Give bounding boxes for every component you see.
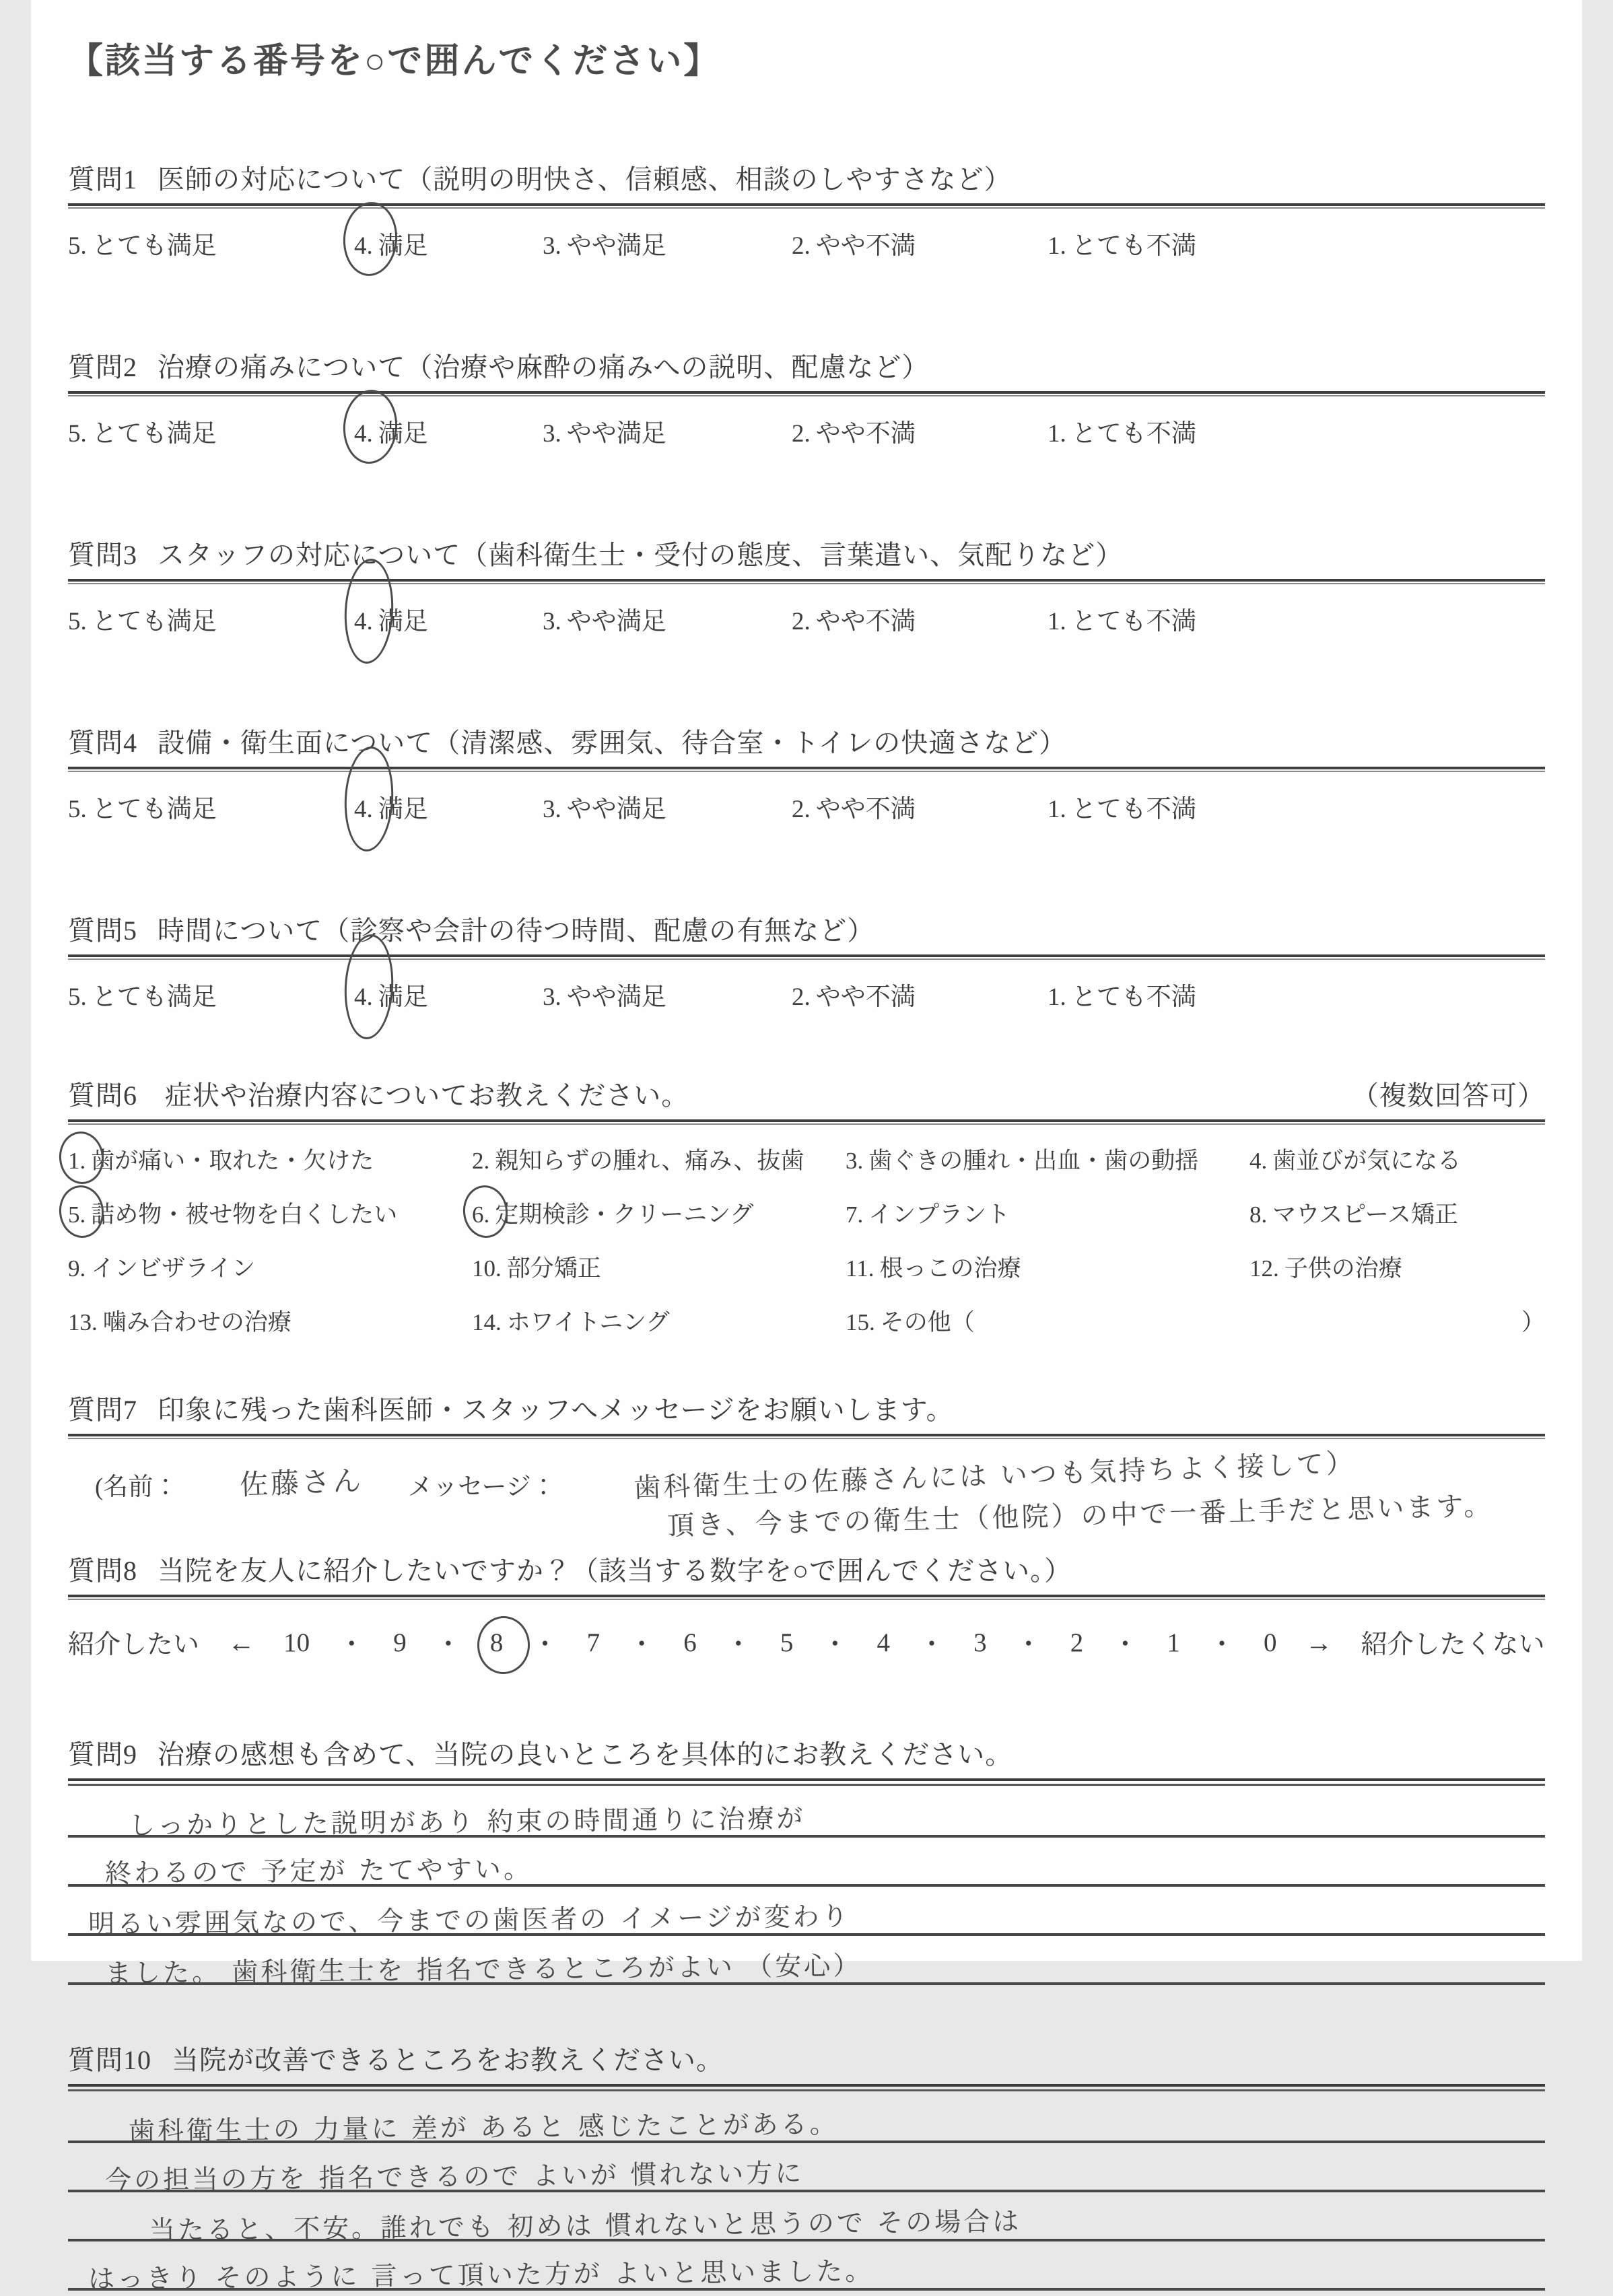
question-4-heading [68,722,1545,760]
question-number: 質問5 [68,915,137,946]
symptom-options-grid [68,1142,1545,1337]
rating-option-1: 1. とても不満 [1048,420,1196,448]
rating-option-5: 5. とても満足 [68,796,217,823]
divider-line [68,1434,1545,1439]
answer-lines-q9 [68,1788,1545,1989]
handwritten-circle-mark [476,1615,530,1675]
question-5-heading [68,909,1545,948]
handwritten-answer: 今の担当の方を 指名できるので よいが 慣れない方に [104,2158,804,2196]
question-8-heading [68,1550,1545,1588]
question-7-block [68,1389,1545,1550]
rating-options-q3 [68,595,1545,660]
nps-1: 1 [1167,1628,1180,1657]
question-heading-left [68,1074,689,1113]
question-10-block [68,2039,1545,2295]
question-text: スタッフの対応について（歯科衛生士・受付の態度、言葉遣い、気配りなど） [158,540,1124,570]
dot-separator: ・ [628,1630,655,1659]
left-arrow-icon: ← [228,1627,255,1658]
rating-option-3: 3. やや満足 [543,232,666,260]
handwritten-answer: 歯科衛生士の 力量に 差が あると 感じたことがある。 [128,2109,839,2147]
message-field-label: メッセージ： [408,1473,556,1501]
divider-line [68,203,1545,209]
rating-option-2: 2. やや不満 [792,232,916,260]
handwritten-name: 佐藤さん [239,1463,364,1502]
dot-separator: ・ [531,1630,558,1659]
question-text: 時間について（診察や会計の待つ時間、配慮の有無など） [158,915,875,946]
rating-options-q1 [68,219,1545,284]
nps-10: 10 [283,1628,310,1657]
symptom-option-5-selected: 5. 詰め物・被せ物を白くしたい [68,1196,472,1230]
dot-separator: ・ [1111,1630,1138,1659]
rating-option-4-selected: 4. 満足 [354,788,543,825]
right-arrow-icon: → [1305,1627,1333,1658]
handwritten-answer: 明るい雰囲気なので、今までの歯医者の イメージが変わり [88,1902,851,1940]
symptom-option-8: 8. マウスピース矯正 [1249,1202,1459,1228]
rating-option-1: 1. とても不満 [1048,232,1196,260]
rating-option-4-selected: 4. 満足 [354,600,543,637]
question-1-block [68,158,1545,284]
question-text: 印象に残った歯科医師・スタッフへメッセージをお願いします。 [158,1395,954,1425]
scale-left-label: 紹介したい [68,1630,200,1659]
answer-line [68,2143,1545,2196]
question-number: 質問6 [68,1080,137,1111]
question-number: 質問2 [68,352,137,382]
symptom-option-6-selected: 6. 定期検診・クリーニング [472,1196,846,1230]
answer-lines-q10 [68,2094,1545,2295]
multi-answer-note: （複数回答可） [1352,1080,1545,1111]
symptom-option-4: 4. 歯並びが気になる [1249,1148,1462,1174]
nps-scale-row [68,1613,1545,1671]
question-9-block [68,1733,1545,1989]
rating-option-5: 5. とても満足 [68,608,217,635]
divider-line [68,1119,1545,1125]
dot-separator: ・ [918,1630,945,1659]
rating-options-q5 [68,971,1545,1035]
divider-line-double [68,1778,1545,1786]
answer-line [68,1936,1545,1989]
symptom-option-14: 14. ホワイトニング [472,1309,670,1335]
dot-separator: ・ [1015,1630,1042,1659]
question-4-block [68,722,1545,847]
rating-options-q2 [68,407,1545,472]
rating-option-5: 5. とても満足 [68,420,217,448]
question-10-heading [68,2039,1545,2077]
rating-option-3: 3. やや満足 [543,983,666,1011]
divider-line [68,1595,1545,1600]
nps-8-selected: 8 [490,1628,504,1658]
name-field-label: (名前： [95,1473,178,1501]
nps-0: 0 [1264,1628,1277,1657]
question-1-heading [68,158,1545,197]
symptom-option-15-other: 15. その他（ [846,1309,975,1335]
question-number: 質問8 [68,1556,137,1586]
rating-option-2: 2. やや不満 [792,983,916,1011]
answer-line [68,2094,1545,2147]
nps-3: 3 [973,1628,987,1657]
answer-line [68,1838,1545,1887]
dot-separator: ・ [435,1630,462,1659]
symptom-option-2: 2. 親知らずの腫れ、痛み、抜歯 [472,1148,804,1174]
rating-option-1: 1. とても不満 [1048,796,1196,823]
rating-option-4-selected: 4. 満足 [354,225,543,261]
rating-option-3: 3. やや満足 [543,608,666,635]
question-text: 治療の感想も含めて、当院の良いところを具体的にお教えください。 [158,1739,1013,1770]
answer-line [68,1788,1545,1842]
symptom-option-1-selected: 1. 歯が痛い・取れた・欠けた [68,1142,472,1176]
question-2-heading [68,346,1545,384]
symptom-option-12: 12. 子供の治療 [1249,1255,1402,1282]
divider-line [68,579,1545,584]
question-3-block [68,534,1545,660]
symptom-option-10: 10. 部分矯正 [472,1255,601,1282]
question-number: 質問7 [68,1395,137,1425]
rating-option-3: 3. やや満足 [543,796,666,823]
other-field-closing-paren: ） [1521,1309,1545,1335]
divider-line [68,391,1545,396]
divider-line [68,767,1545,772]
question-text: 設備・衛生面について（清潔感、雰囲気、待合室・トイレの快適さなど） [158,728,1067,758]
rating-option-2: 2. やや不満 [792,796,916,823]
rating-option-1: 1. とても不満 [1048,983,1196,1011]
nps-6: 6 [683,1628,697,1657]
rating-option-2: 2. やや不満 [792,420,916,448]
question-text: 当院が改善できるところをお教えください。 [172,2045,724,2075]
rating-options-q4 [68,783,1545,847]
question-8-block [68,1550,1545,1671]
question-3-heading [68,534,1545,572]
nps-4: 4 [877,1628,890,1657]
question-number: 質問4 [68,728,137,758]
handwritten-answer: 終わるので 予定が たてやすい。 [104,1854,533,1889]
divider-line-double [68,2084,1545,2091]
answer-line [68,1887,1545,1940]
question-text: 当院を友人に紹介したいですか？（該当する数字を○で囲んでください。） [158,1556,1072,1586]
rating-option-2: 2. やや不満 [792,608,916,635]
question-9-heading [68,1733,1545,1772]
rating-option-5: 5. とても満足 [68,983,217,1011]
question-5-block [68,909,1545,1035]
question-text: 医師の対応について（説明の明快さ、信頼感、相談のしやすさなど） [158,164,1012,195]
symptom-option-9: 9. インビザライン [68,1255,256,1282]
symptom-option-11: 11. 根っこの治療 [846,1255,1021,1282]
rating-option-5: 5. とても満足 [68,232,217,260]
dot-separator: ・ [338,1630,365,1659]
nps-5: 5 [780,1628,794,1657]
rating-option-4-selected: 4. 満足 [354,976,543,1012]
dot-separator: ・ [1208,1630,1235,1659]
question-7-heading [68,1389,1545,1427]
scale-right-label: 紹介したくない [1361,1630,1545,1659]
handwritten-answer: ました。 歯科衛生士を 指名できるところがよい （安心） [104,1951,862,1989]
divider-line [68,954,1545,960]
question-number: 質問9 [68,1739,137,1770]
rating-option-3: 3. やや満足 [543,420,666,448]
dot-separator: ・ [821,1630,848,1659]
question-2-block [68,346,1545,472]
handwritten-answer: 当たると、不安。誰れでも 初めは 慣れないと思うので その場合は [148,2206,1022,2246]
scanned-survey-form [31,0,1582,2295]
question-number: 質問1 [68,164,137,195]
dot-separator: ・ [725,1630,752,1659]
rating-option-4-selected: 4. 満足 [354,413,543,449]
handwritten-answer: しっかりとした説明があり 約束の時間通りに治療が [128,1803,806,1842]
nps-7: 7 [586,1628,600,1657]
rating-option-1: 1. とても不満 [1048,608,1196,635]
answer-line [68,2241,1545,2295]
question-text: 症状や治療内容についてお教えください。 [165,1080,689,1111]
nps-9: 9 [393,1628,407,1657]
handwritten-message-line-1: 歯科衛生士の佐藤さんには いつも気持ちよく接して） [633,1447,1357,1504]
question-6-heading [68,1074,1545,1113]
question-number: 質問10 [68,2045,151,2075]
symptom-option-13: 13. 噛み合わせの治療 [68,1309,291,1335]
message-answer-row [68,1449,1545,1550]
handwritten-answer: はっきり そのように 言って頂いた方が よいと思いました。 [88,2256,874,2295]
question-text: 治療の痛みについて（治療や麻酔の痛みへの説明、配慮など） [158,352,930,382]
symptom-option-3: 3. 歯ぐきの腫れ・出血・歯の動揺 [846,1148,1199,1174]
question-6-block [68,1074,1545,1337]
symptom-option-7: 7. インプラント [846,1202,1010,1228]
page-title: 【該当する番号を○で囲んでください】 [68,42,721,81]
nps-2: 2 [1070,1628,1084,1657]
answer-line [68,2192,1545,2246]
handwritten-message-line-2: 頂き、今までの衛生士（他院）の中で一番上手だと思います。 [666,1490,1494,1542]
question-number: 質問3 [68,540,137,570]
